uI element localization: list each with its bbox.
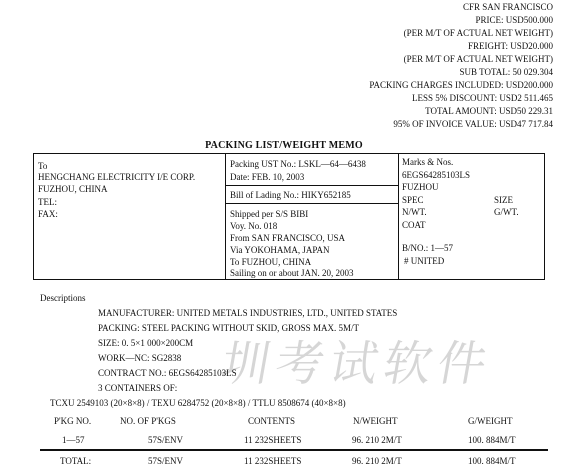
- sailing-date: Sailing on or about JAN. 20, 2003: [230, 268, 354, 278]
- marks-code: 6EGS64285103LS: [402, 170, 471, 180]
- packing-line: PACKING: STEEL PACKING WITHOUT SKID, GROSS MAX. 5M/T: [98, 323, 359, 333]
- pricing-line: CFR SAN FRANCISCO: [462, 2, 553, 12]
- header-no-of-pkgs: NO. OF P'KGS: [120, 416, 176, 426]
- pricing-line: FREIGHT: USD20.000: [467, 41, 553, 51]
- pricing-line: (PER M/T OF ACTUAL NET WEIGHT): [403, 28, 553, 38]
- pricing-line: LESS 5% DISCOUNT: USD2 511.465: [412, 93, 553, 103]
- pricing-line: PRICE: USD500.000: [475, 15, 553, 25]
- divider: [225, 203, 399, 204]
- header-contents: CONTENTS: [248, 416, 295, 426]
- header-n-weight: N/WEIGHT: [353, 416, 398, 426]
- total-no-of-pkgs: 57S/ENV: [148, 456, 184, 466]
- consignee-city: FUZHOU, CHINA: [38, 184, 108, 194]
- via-port: Via YOKOHAMA, JAPAN: [230, 245, 330, 255]
- row-no-of-pkgs: 57S/ENV: [148, 435, 184, 445]
- divider: [398, 153, 399, 279]
- row-n-weight: 96. 210 2M/T: [352, 435, 402, 445]
- consignee-name: HENGCHANG ELECTRICITY I/E CORP.: [38, 172, 196, 182]
- consignee-tel: TEL:: [38, 197, 57, 207]
- to-port: To FUZHOU, CHINA: [230, 257, 312, 267]
- total-contents: 11 232SHEETS: [244, 456, 302, 466]
- from-port: From SAN FRANCISCO, USA: [230, 233, 346, 243]
- divider: [225, 185, 399, 186]
- header-g-weight: G/WEIGHT: [468, 416, 513, 426]
- row-contents: 11 232SHEETS: [244, 435, 302, 445]
- voyage-no: Voy. No. 018: [230, 221, 278, 231]
- total-n-weight: 96. 210 2M/T: [352, 456, 402, 466]
- marks-spec: SPEC: [402, 195, 424, 205]
- divider: [225, 153, 226, 279]
- total-g-weight: 100. 884M/T: [468, 456, 516, 466]
- to-label: To: [38, 161, 48, 171]
- containers-line: 3 CONTAINERS OF:: [98, 383, 178, 393]
- document-title: PACKING LIST/WEIGHT MEMO: [205, 140, 363, 151]
- pricing-line: (PER M/T OF ACTUAL NET WEIGHT): [403, 54, 553, 64]
- pricing-line: SUB TOTAL: 50 029.304: [459, 67, 553, 77]
- size-line: SIZE: 0. 5×1 000×200CM: [98, 338, 194, 348]
- consignee-fax: FAX:: [38, 209, 58, 219]
- container-list: TCXU 2549103 (20×8×8) / TEXU 6284752 (20×8×8) / TTLU 8508674 (40×8×8): [50, 398, 346, 408]
- marks-bno: B/NO.: 1—57: [402, 243, 454, 253]
- packing-list-no: Packing UST No.: LSKL—64—6438: [230, 159, 366, 169]
- pricing-line: TOTAL AMOUNT: USD50 229.31: [425, 106, 553, 116]
- packing-date: Date: FEB. 10, 2003: [230, 172, 305, 182]
- bill-of-lading: Bill of Lading No.: HIKY652185: [230, 190, 351, 200]
- contract-line: CONTRACT NO.: 6EGS64285103LS: [98, 368, 237, 378]
- total-label: TOTAL:: [60, 456, 92, 466]
- marks-size: SIZE: [494, 195, 513, 205]
- watermark: 圳考试软件: [217, 336, 497, 392]
- marks-header: Marks & Nos.: [402, 157, 454, 167]
- shipped-per: Shipped per S/S BIBI: [230, 209, 309, 219]
- marks-city: FUZHOU: [402, 182, 439, 192]
- manufacturer-line: MANUFACTURER: UNITED METALS INDUSTRIES, LTD., UNITED STATES: [98, 308, 398, 318]
- marks-nwt: N/WT.: [402, 207, 427, 217]
- descriptions-label: Descriptions: [40, 293, 86, 303]
- row-pkg-no: 1—57: [62, 435, 85, 445]
- pricing-line: 95% OF INVOICE VALUE: USD47 717.84: [393, 119, 553, 129]
- total-divider: [40, 449, 548, 451]
- marks-gwt: G/WT.: [494, 207, 519, 217]
- header-pkg-no: P'KG NO.: [54, 416, 92, 426]
- marks-coat: COAT: [402, 220, 426, 230]
- marks-origin: # UNITED: [404, 256, 445, 266]
- pricing-line: PACKING CHARGES INCLUDED: USD200.000: [369, 80, 553, 90]
- row-g-weight: 100. 884M/T: [468, 435, 516, 445]
- work-line: WORK—NC: SG2838: [98, 353, 182, 363]
